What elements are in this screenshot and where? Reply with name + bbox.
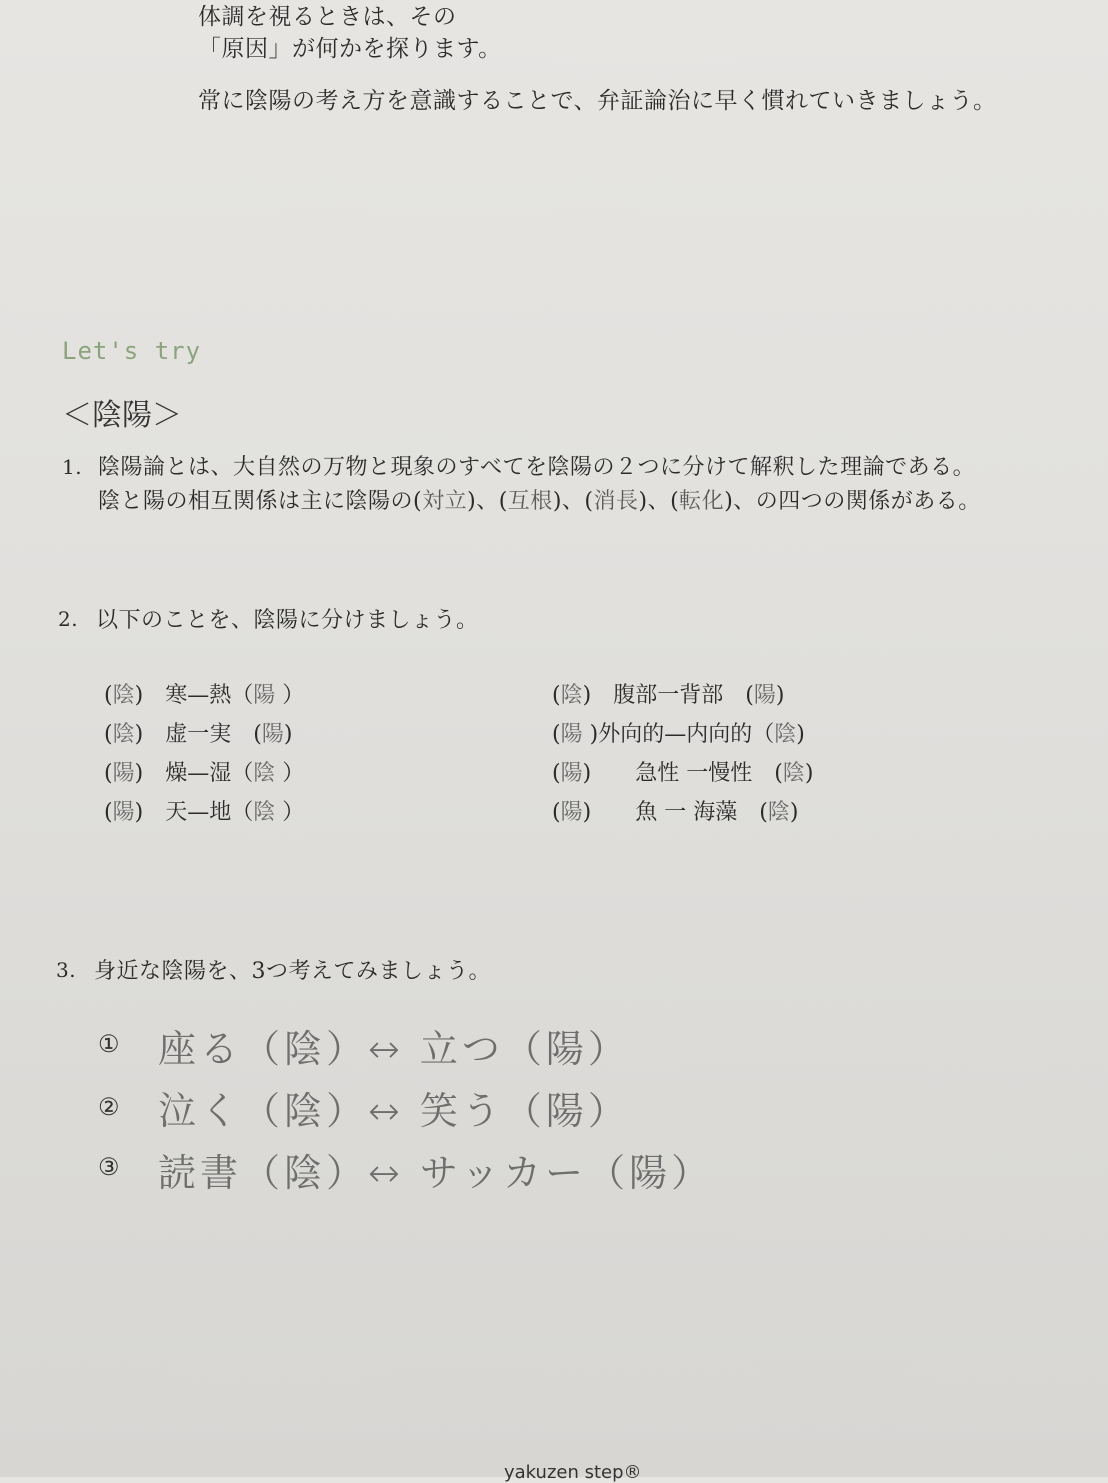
right-answer-b: 陰 xyxy=(767,800,790,825)
pair-text: 天—地 xyxy=(165,800,232,825)
left-answer-a: 陽 xyxy=(112,800,135,825)
left-answer-a: 陽 xyxy=(112,761,135,786)
q3-answer-2: 泣く（陰）↔ 笑う（陽） xyxy=(158,1089,630,1133)
lets-try-label: Let's try xyxy=(62,337,202,365)
q2-left-row: (陽) 天—地（陰 ） xyxy=(104,800,305,825)
q2-prompt: 以下のことを、陰陽に分けましょう。 xyxy=(96,608,479,633)
q2-left-row: (陰) 寒—熱（陽 ） xyxy=(104,683,305,708)
pair-text: 魚 一 海藻 xyxy=(635,800,738,825)
q1-line2-suffix: 、の四つの関係がある。 xyxy=(733,489,981,514)
pair-text: 急性 一慢性 xyxy=(635,761,753,786)
pair-text: 燥—湿 xyxy=(165,761,232,786)
right-answer-a: 陽 xyxy=(560,761,583,786)
q2-right-row: (陰) 腹部一背部 (陽) xyxy=(552,683,785,708)
q1-answer-2: 互根 xyxy=(507,489,553,514)
right-answer-a: 陽 xyxy=(560,800,583,825)
q1-line2-prefix: 陰と陽の相互関係は主に陰陽の xyxy=(98,489,414,514)
pair-text: 虚一実 xyxy=(165,722,232,747)
left-answer-b: 陰 xyxy=(253,761,276,786)
q2-right-row: (陽 )外向的—内向的（陰) xyxy=(552,722,805,747)
q1-answer-1: 対立 xyxy=(422,489,468,514)
q2-left-row: (陽) 燥—湿（陰 ） xyxy=(104,761,305,786)
intro-line-1: 体調を視るときは、その xyxy=(198,4,457,30)
q3-answer-1: 座る（陰）↔ 立つ（陽） xyxy=(158,1027,630,1071)
q1-number: 1. xyxy=(62,455,83,479)
q3-marker-1: ① xyxy=(98,1030,120,1058)
q3-answer-3: 読書（陰）↔ サッカー（陽） xyxy=(158,1151,714,1195)
q1-answer-3: 消長 xyxy=(593,489,639,514)
q1-answer-4: 転化 xyxy=(679,489,725,514)
right-answer-a: 陰 xyxy=(560,683,583,708)
left-answer-b: 陰 xyxy=(253,800,276,825)
q1-line-2: 陰と陽の相互関係は主に陰陽の(対立)、(互根)、(消長)、(転化)、の四つの関係がある。 xyxy=(98,489,981,514)
intro-line-3: 常に陰陽の考え方を意識することで、弁証論治に早く慣れていきましょう。 xyxy=(198,88,997,114)
footer-brand: yakuzen step® xyxy=(504,1462,642,1483)
left-answer-a: 陰 xyxy=(112,722,135,747)
section-title: ＜陰陽＞ xyxy=(62,398,182,433)
right-answer-b: 陽 xyxy=(753,683,776,708)
q2-left-row: (陰) 虚一実 (陽) xyxy=(104,722,293,747)
left-answer-b: 陽 xyxy=(253,683,276,708)
right-answer-a: 陽 xyxy=(560,722,583,747)
pair-text: 外向的—内向的 xyxy=(598,722,753,747)
q2-number: 2. xyxy=(58,607,79,631)
q2-right-row: (陽) 急性 一慢性 (陰) xyxy=(552,761,814,786)
q3-marker-3: ③ xyxy=(98,1153,120,1181)
right-answer-b: 陰 xyxy=(782,761,805,786)
q2-right-row: (陽) 魚 一 海藻 (陰) xyxy=(552,800,799,825)
left-answer-b: 陽 xyxy=(261,722,284,747)
q3-number: 3. xyxy=(56,958,77,982)
pair-text: 寒—熱 xyxy=(165,683,232,708)
left-answer-a: 陰 xyxy=(112,683,135,708)
pair-text: 腹部一背部 xyxy=(613,683,724,708)
right-answer-b: 陰 xyxy=(774,722,797,747)
intro-line-2: 「原因」が何かを探ります。 xyxy=(198,36,502,62)
q1-line-1: 陰陽論とは、大自然の万物と現象のすべてを陰陽の２つに分けて解釈した理論である。 xyxy=(98,455,976,480)
q3-prompt: 身近な陰陽を、3つ考えてみましょう。 xyxy=(94,959,491,984)
q3-marker-2: ② xyxy=(98,1093,120,1121)
